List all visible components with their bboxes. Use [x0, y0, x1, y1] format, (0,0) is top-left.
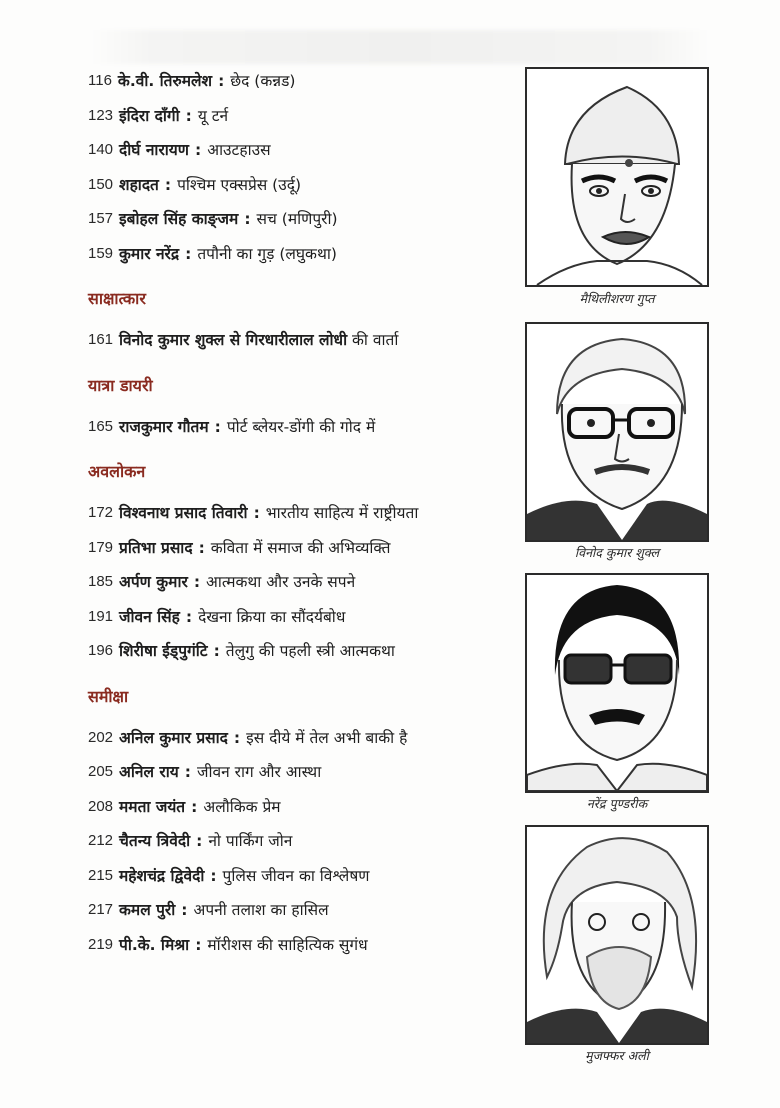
separator: :: [196, 832, 203, 851]
author-name: राजकुमार गौतम: [119, 417, 209, 436]
portrait-sketch-2: [525, 322, 709, 542]
portrait-illustration-icon: [527, 575, 707, 791]
separator: :: [195, 141, 202, 160]
separator: :: [253, 504, 260, 523]
page-number: 116: [88, 72, 112, 90]
page-number: 179: [88, 538, 114, 556]
portrait-illustration-icon: [527, 69, 707, 285]
separator: :: [210, 866, 217, 885]
separator: :: [185, 244, 192, 263]
portrait-illustration-icon: [527, 324, 707, 540]
author-name: जीवन सिंह: [119, 607, 180, 626]
page-number: 172: [88, 504, 114, 522]
work-title: अलौकिक प्रेम: [203, 797, 281, 816]
author-name: इबोहल सिंह काङ्जम: [119, 210, 239, 229]
author-name: महेशचंद्र द्विवेदी: [119, 866, 205, 885]
separator: :: [185, 607, 193, 626]
separator: :: [198, 538, 205, 557]
separator: :: [191, 797, 198, 816]
portrait-caption-4: मुजफ्फर अली: [585, 1048, 649, 1063]
page-number: 208: [88, 797, 114, 815]
work-title: मॉरीशस की साहित्यिक सुगंध: [207, 935, 368, 954]
toc-entry[interactable]: [88, 565, 518, 600]
author-name: विनोद कुमार शुक्ल से गिरधारीलाल लोधी: [119, 331, 348, 350]
toc-entry[interactable]: [88, 168, 518, 203]
portrait-sketch-1: [525, 67, 709, 287]
author-name: ममता जयंत: [119, 797, 186, 816]
page-number: 217: [88, 901, 114, 919]
author-name: शिरीषा ईड्पुगंटि: [119, 642, 208, 661]
toc-entry[interactable]: [88, 928, 518, 963]
separator: :: [184, 763, 191, 782]
author-name: शहादत: [119, 175, 159, 194]
separator: :: [218, 72, 225, 91]
work-title: तपौनी का गुड़ (लघुकथा): [197, 244, 337, 263]
separator: :: [181, 901, 188, 920]
toc-entry[interactable]: [88, 496, 518, 531]
work-title: आउटहाउस: [207, 141, 271, 160]
author-name: इंदिरा दाँगी: [119, 106, 180, 125]
toc-entry[interactable]: [88, 410, 518, 445]
portrait-sketch-4: [525, 825, 709, 1045]
toc-entry[interactable]: [88, 64, 518, 99]
work-title: नो पार्किंग जोन: [208, 832, 293, 851]
table-of-contents: [88, 64, 518, 962]
author-name: अर्पण कुमार: [119, 573, 188, 592]
work-title: भारतीय साहित्य में राष्ट्रीयता: [265, 504, 419, 523]
section-heading-observation: अवलोकन: [88, 462, 146, 481]
portrait-caption-3: नरेंद्र पुण्डरीक: [586, 796, 648, 811]
page-number: 212: [88, 832, 114, 850]
page-number: 123: [88, 106, 114, 124]
show-through-text: [90, 30, 710, 64]
author-name: के.वी. तिरुमलेश: [117, 72, 213, 91]
page-number: 205: [88, 763, 114, 781]
work-title: कविता में समाज की अभिव्यक्ति: [210, 538, 391, 557]
page-number: 157: [88, 210, 114, 228]
author-name: अनिल कुमार प्रसाद: [119, 728, 228, 747]
section-heading-review: समीक्षा: [88, 686, 129, 706]
toc-entry[interactable]: [88, 824, 518, 859]
page-number: 202: [88, 728, 114, 746]
work-title: पुलिस जीवन का विश्लेषण: [222, 866, 370, 885]
work-title: पोर्ट ब्लेयर-डोंगी की गोद में: [226, 417, 376, 436]
author-name: कुमार नरेंद्र: [119, 244, 180, 263]
toc-entry[interactable]: [88, 99, 518, 134]
section-heading-travel-diary: यात्रा डायरी: [88, 375, 153, 395]
work-title: यू टर्न: [197, 106, 229, 125]
work-title: जीवन राग और आस्था: [196, 763, 322, 782]
toc-entry[interactable]: [88, 531, 518, 566]
toc-entry[interactable]: [88, 600, 518, 635]
portrait-illustration-icon: [527, 827, 707, 1043]
toc-entry[interactable]: [88, 893, 518, 928]
work-title: इस दीये में तेल अभी बाकी है: [246, 728, 408, 747]
toc-entry[interactable]: [88, 721, 518, 756]
author-name: चैतन्य त्रिवेदी: [119, 832, 191, 851]
author-name: विश्वनाथ प्रसाद तिवारी: [119, 504, 248, 523]
work-title: छेद (कन्नड): [230, 72, 296, 91]
separator: :: [233, 728, 241, 747]
separator: :: [244, 210, 251, 229]
toc-entry[interactable]: [88, 790, 518, 825]
page-number: 165: [88, 417, 114, 435]
toc-entry[interactable]: [88, 323, 518, 358]
work-title: अपनी तलाश का हासिल: [193, 901, 329, 920]
page-number: 219: [88, 935, 114, 953]
page-number: 161: [88, 331, 114, 349]
toc-entry[interactable]: [88, 133, 518, 168]
separator: :: [195, 935, 202, 954]
section-heading-interview: साक्षात्कार: [88, 289, 146, 308]
separator: :: [193, 573, 201, 592]
portrait-caption-2: विनोद कुमार शुक्ल: [574, 545, 660, 560]
portrait-sketch-3: [525, 573, 709, 793]
page-number: 185: [88, 573, 114, 591]
portrait-caption-1: मैथिलीशरण गुप्त: [579, 291, 655, 306]
toc-entry[interactable]: [88, 202, 518, 237]
work-title: तेलुगु की पहली स्त्री आत्मकथा: [225, 642, 395, 661]
toc-entry[interactable]: [88, 237, 518, 272]
page-number: 140: [88, 141, 114, 159]
separator: :: [214, 417, 221, 436]
toc-entry[interactable]: [88, 634, 518, 669]
separator: :: [185, 106, 192, 125]
page-number: 150: [88, 175, 114, 193]
author-name: प्रतिभा प्रसाद: [119, 538, 193, 557]
page-number: 159: [88, 244, 114, 262]
page-number: 191: [88, 607, 114, 625]
author-name: कमल पुरी: [119, 901, 176, 920]
author-name: पी.के. मिश्रा: [119, 935, 190, 954]
work-title: पश्चिम एक्सप्रेस (उर्दू): [177, 175, 301, 194]
work-title: आत्मकथा और उनके सपने: [206, 573, 356, 592]
separator: :: [164, 175, 172, 194]
toc-entry[interactable]: [88, 755, 518, 790]
page-number: 196: [88, 642, 114, 660]
toc-entry[interactable]: [88, 859, 518, 894]
author-name: दीर्घ नारायण: [119, 141, 190, 160]
work-title: सच (मणिपुरी): [256, 210, 338, 229]
author-name: अनिल राय: [119, 763, 179, 782]
separator: :: [213, 642, 220, 661]
work-title: देखना क्रिया का सौंदर्यबोध: [198, 607, 346, 626]
page-number: 215: [88, 866, 114, 884]
work-title: की वार्ता: [352, 331, 399, 350]
